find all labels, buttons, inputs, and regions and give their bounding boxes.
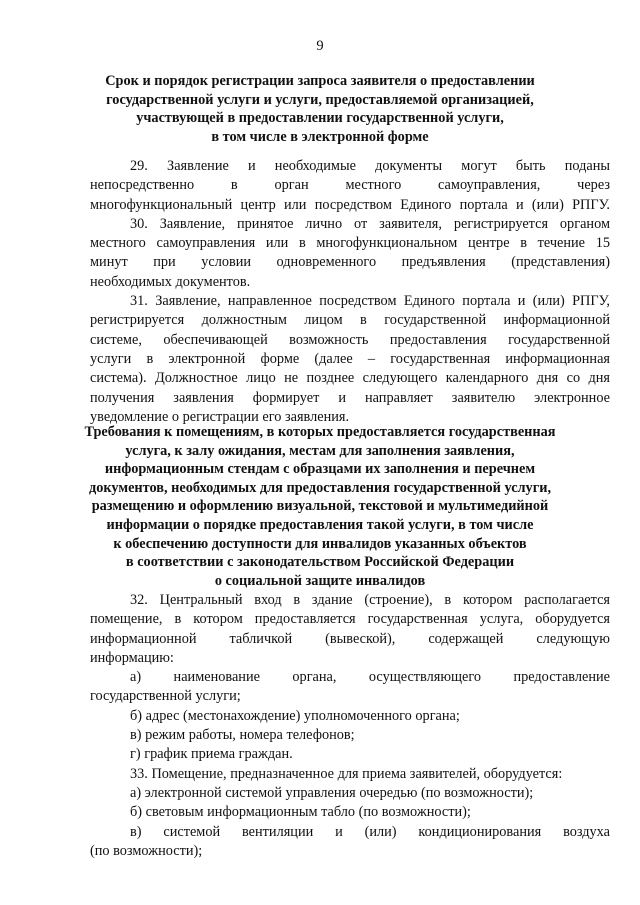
text-line: государственной услуги;	[90, 688, 241, 705]
text-line: б) световым информационным табло (по возможности);	[130, 804, 471, 821]
heading-line: Срок и порядок регистрации запроса заявителя о предоставлении	[105, 73, 535, 89]
heading-line: в соответствии с законодательством Российской Федерации	[125, 554, 515, 571]
text-line: информацию:	[90, 649, 174, 666]
text-line: необходимых документов.	[90, 273, 251, 290]
text-line: непосредственно в орган местного самоуправления, через	[90, 177, 610, 194]
heading-line: о социальной защите инвалидов	[214, 572, 426, 589]
text-line: а) электронной системой управления очередью (по возможности);	[130, 784, 534, 801]
text-line: г) график приема граждан.	[130, 746, 293, 763]
heading-line: документов, необходимых для предоставления государственной услуги,	[88, 479, 552, 496]
text-line: в) режим работы, номера телефонов;	[130, 727, 355, 744]
section-heading-premises	[80, 423, 560, 590]
text-line: получения заявления формирует и направляет заявителю электронное	[90, 389, 610, 406]
text-line: регистрируется должностным лицом в государственной информационной	[90, 312, 610, 329]
heading-line: государственной услуги и услуги, предоставляемой организацией,	[106, 91, 534, 108]
heading-line: информационным стендам с образцами их заполнения и перечнем	[104, 461, 536, 478]
text-line: 30. Заявление, принятое лично от заявителя, регистрируется органом	[130, 215, 610, 232]
text-line: в) системой вентиляции и (или) кондиционирования воздуха	[130, 823, 610, 840]
text-line: многофункциональный центр или посредством Единого портала и (или) РПГУ.	[90, 196, 610, 213]
heading-line: услуга, к залу ожидания, местам для заполнения заявления,	[125, 442, 515, 459]
heading-line: к обеспечению доступности для инвалидов указанных объектов	[113, 535, 527, 552]
heading-line: участвующей в предоставлении государственной услуги,	[136, 110, 504, 127]
heading-line: размещению и оформлению визуальной, текстовой и мультимедийной	[91, 498, 549, 515]
heading-line: Требования к помещениям, в которых предоставляется государственная	[84, 424, 556, 440]
text-line: системе, обеспечивающей возможность предоставления государственной	[90, 331, 610, 348]
heading-line: в том числе в электронной форме	[211, 128, 429, 145]
section-body-registration	[90, 157, 610, 427]
text-line: 32. Центральный вход в здание (строение), в котором располагается	[130, 592, 610, 608]
text-line: система). Должностное лицо не позднее следующего календарного дня со дня	[90, 370, 610, 387]
section-heading-registration	[80, 72, 560, 146]
heading-line: информации о порядке предоставления такой услуги, в том числе	[106, 516, 534, 533]
text-line: уведомление о регистрации его заявления.	[90, 408, 350, 425]
text-line: 29. Заявление и необходимые документы могут быть поданы	[130, 158, 610, 174]
text-line: информационной табличкой (вывеской), содержащей следующую	[90, 630, 610, 647]
text-line: местного самоуправления или в многофункциональном центре в течение 15	[90, 235, 610, 252]
text-line: услуги в электронной форме (далее – государственная информационная	[90, 350, 610, 367]
text-line: 31. Заявление, направленное посредством Единого портала и (или) РПГУ,	[130, 293, 610, 310]
text-line: минут при условии одновременного предъявления (представления)	[90, 254, 610, 271]
text-line: а) наименование органа, осуществляющего предоставление	[130, 669, 610, 686]
page-number: 9	[316, 38, 324, 54]
text-line: (по возможности);	[90, 842, 203, 859]
text-line: б) адрес (местонахождение) уполномоченного органа;	[130, 707, 460, 724]
text-line: 33. Помещение, предназначенное для приема заявителей, оборудуется:	[130, 765, 563, 782]
section-body-premises	[90, 591, 610, 861]
text-line: помещение, в котором предоставляется государственная услуга, оборудуется	[90, 611, 610, 628]
